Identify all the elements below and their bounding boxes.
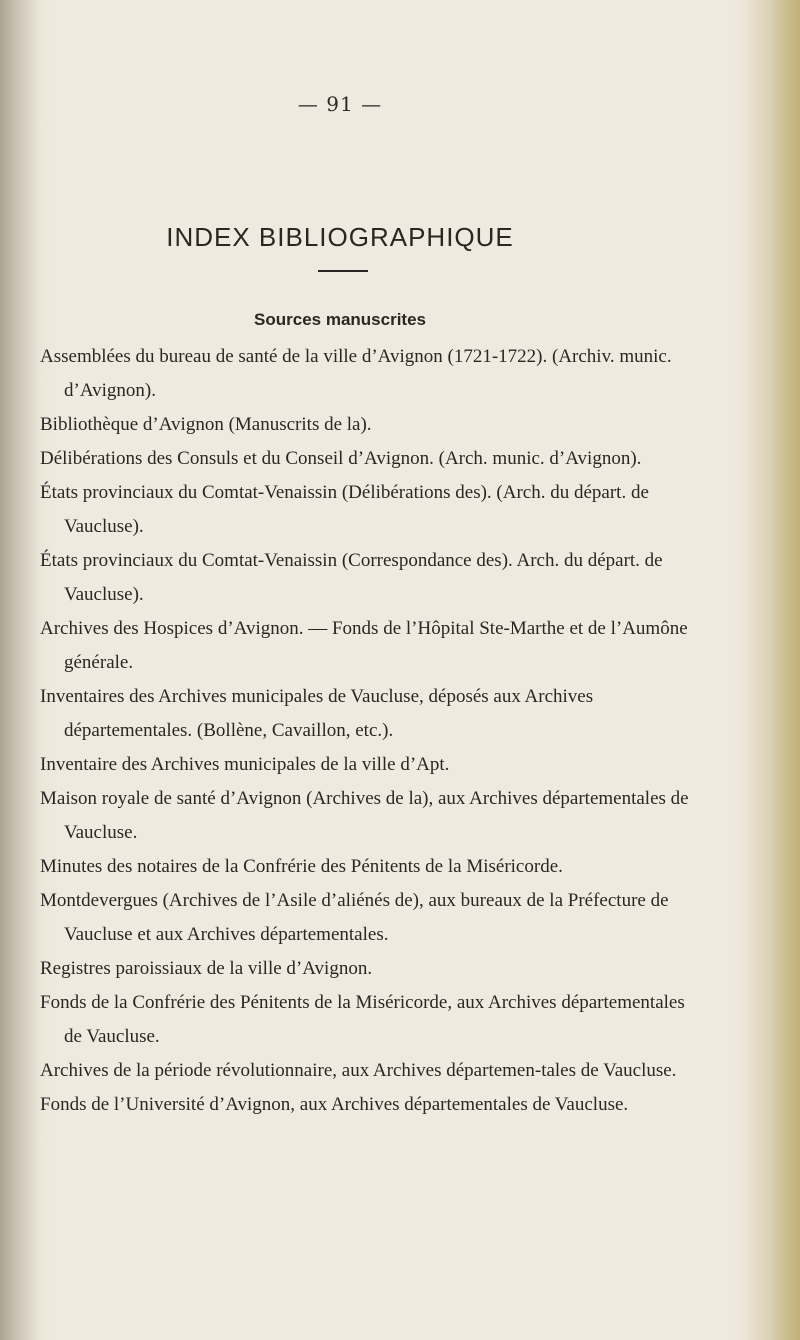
page-title: INDEX BIBLIOGRAPHIQUE — [166, 222, 514, 252]
bibliography-entry: Minutes des notaires de la Confrérie des Pénitents de la Miséricorde. — [40, 856, 563, 877]
bibliography-entry: Registres paroissiaux de la ville d’Avignon. — [40, 958, 373, 979]
section-heading: Sources manuscrites — [254, 310, 426, 329]
bibliography-entry: Archives de la période révolutionnaire, aux Archives départemen-tales de Vaucluse. — [40, 1060, 677, 1081]
title-rule — [318, 270, 368, 272]
bibliography-entry: Inventaires des Archives municipales de Vaucluse, déposés aux Archives départementales. (Bollène, Cavaillon, etc.). — [40, 686, 594, 741]
bibliography-entry: Fonds de la Confrérie des Pénitents de la Miséricorde, aux Archives départementales de Vaucluse. — [40, 992, 685, 1047]
page-number: — 91 — — [297, 92, 383, 116]
bibliography-list — [0, 340, 700, 1122]
bibliography-entry: Inventaire des Archives municipales de la ville d’Apt. — [40, 754, 450, 775]
bibliography-entry: Assemblées du bureau de santé de la ville d’Avignon (1721-1722). (Archiv. munic. d’Avignon). — [40, 346, 672, 401]
bibliography-entry: Archives des Hospices d’Avignon. — Fonds de l’Hôpital Ste-Marthe et de l’Aumône générale. — [40, 618, 688, 673]
bibliography-entry: Maison royale de santé d’Avignon (Archives de la), aux Archives départementales de Vaucluse. — [40, 788, 689, 843]
bibliography-entry: Fonds de l’Université d’Avignon, aux Archives départementales de Vaucluse. — [40, 1094, 629, 1115]
bibliography-entry: États provinciaux du Comtat-Venaissin (Délibérations des). (Arch. du départ. de Vaucluse). — [40, 482, 649, 537]
bibliography-entry: Bibliothèque d’Avignon (Manuscrits de la). — [40, 414, 372, 435]
bibliography-entry: Montdevergues (Archives de l’Asile d’aliénés de), aux bureaux de la Préfecture de Vaucluse et aux Archives départementales. — [40, 890, 669, 945]
bibliography-entry: Délibérations des Consuls et du Conseil d’Avignon. (Arch. munic. d’Avignon). — [40, 448, 642, 469]
bibliography-entry: États provinciaux du Comtat-Venaissin (Correspondance des). Arch. du départ. de Vaucluse). — [40, 550, 663, 605]
